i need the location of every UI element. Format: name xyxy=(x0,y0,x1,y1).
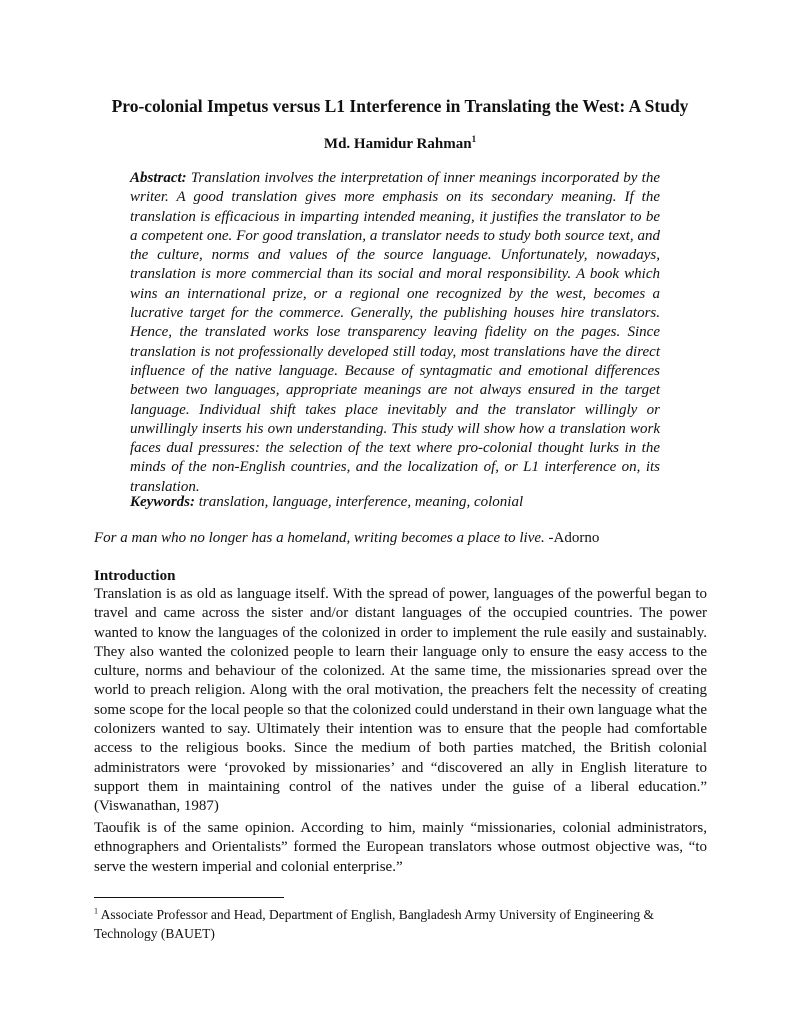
epigraph-attribution: -Adorno xyxy=(548,530,600,546)
epigraph xyxy=(94,529,714,548)
abstract-label: Abstract: xyxy=(130,170,187,186)
author-line xyxy=(60,134,740,154)
keywords xyxy=(130,493,660,512)
introduction-paragraph-2: Taoufik is of the same opinion. According to him, mainly “missionaries, colonial administrators, ethnographers and Orientalists” formed the European translators whose outmost objective was, “to serve the western imperial and colonial enterprise.” xyxy=(94,820,707,875)
introduction-heading: Introduction xyxy=(94,568,176,584)
footnote-mark: 1 xyxy=(94,906,98,916)
footnote-divider xyxy=(94,897,284,898)
footnote xyxy=(94,905,707,943)
introduction-paragraph-1: Translation is as old as language itself. With the spread of power, languages of the powerful began to travel and came across the sister and/or distant languages of the occupied countries. The power wanted to know the languages of the colonized in order to implement the rule easily and sustainably. They also wanted the colonized people to learn their language only to ensure the easy access to the culture, norms and behaviour of the colonized. At the same time, the missionaries spread over the world to preach religion. Along with the oral motivation, the preachers felt the necessity of creating some scope for the local people so that the colonized could understand in their own language what the colonizers wanted to say. Ultimately their intention was to ensure that the people had comfortable access to the religious books. Since the medium of both parties matched, the British colonial administrators were ‘provoked by missionaries’ and “discovered an ally in English literature to support them in maintaining control of the natives under the guise of a liberal education.” (Viswanathan, 1987) xyxy=(94,586,707,815)
abstract-text: Translation involves the interpretation of inner meanings incorporated by the writer. A good translation gives more emphasis on its secondary meaning. If the translation is efficacious in imparting intended meaning, it justifies the translator to be a competent one. For good translation, a translator needs to study both source text, and the culture, norms and values of the source language. Unfortunately, nowadays, translation is more commercial than its social and moral responsibility. A book which wins an international prize, or a regional one recognized by the west, becomes a lucrative target for the commerce. Generally, the publishing houses hire translators. Hence, the translated works lose transparency leaving fidelity on the pages. Since translation is not professionally developed still today, most translations have the direct influence of the native language. Because of syntagmatic and emotional differences between two languages, appropriate meanings are not always ensured in the target language. Individual shift takes place inevitably and the translator willingly or unwillingly inserts his own understanding. This study will show how a translation work faces dual pressures: the selection of the text where pro-colonial thought lurks in the minds of the non-English countries, and the localization of, or L1 interference on, its translation. xyxy=(130,170,660,495)
author-name: Md. Hamidur Rahman xyxy=(323,136,472,152)
keywords-label: Keywords: xyxy=(130,494,195,510)
abstract xyxy=(130,169,660,497)
footnote-text: Associate Professor and Head, Department of English, Bangladesh Army University of Engineering & Technology (BAUET) xyxy=(94,907,655,941)
author-footnote-mark: 1 xyxy=(471,134,477,144)
epigraph-quote: For a man who no longer has a homeland, writing becomes a place to live. xyxy=(94,530,545,546)
paper-title: Pro-colonial Impetus versus L1 Interference in Translating the West: A Study xyxy=(111,96,689,116)
keywords-text: translation, language, interference, meaning, colonial xyxy=(198,494,524,510)
